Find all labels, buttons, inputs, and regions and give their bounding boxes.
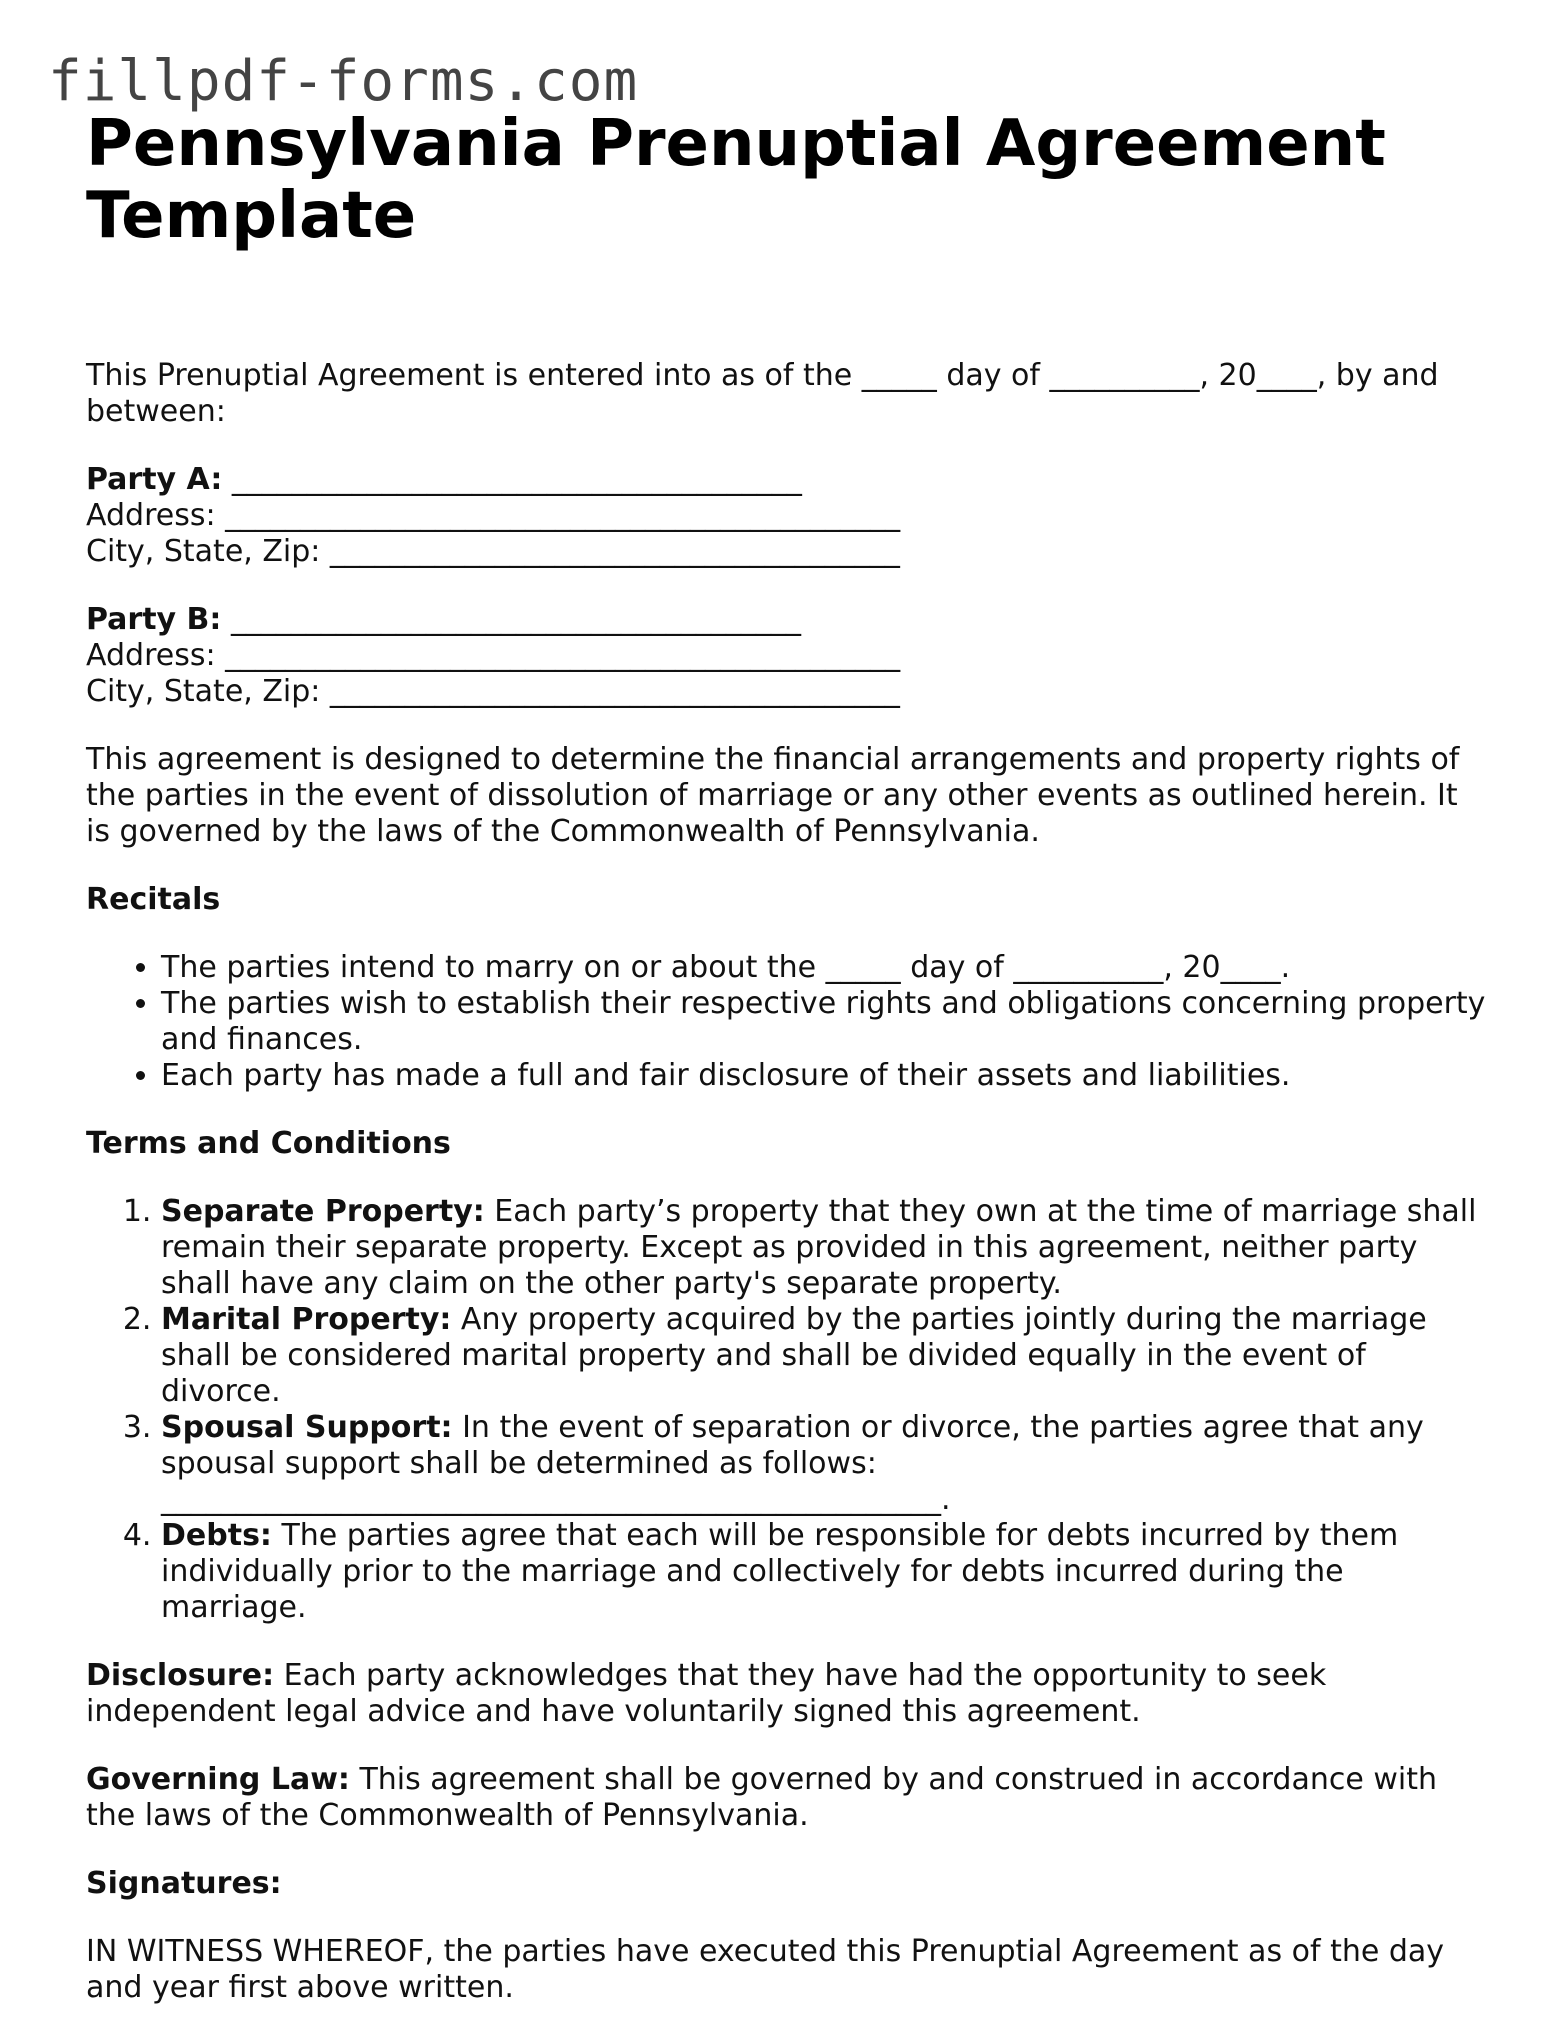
party-a-name-line [86,462,1486,498]
disclosure-text: Each party acknowledges that they have had the opportunity to seek independent legal advice and have voluntarily signed this agreement. [86,1658,1327,1729]
list-item [161,1194,1486,1302]
party-a-city-line: City, State, Zip: ______________________________________ [86,534,900,569]
purpose-paragraph: This agreement is designed to determine the financial arrangements and property rights of the parties in the event of dissolution of marriage or any other events as outlined herein. It is governed by the laws of the Commonwealth of Pennsylvania. [86,742,1460,849]
list-item [161,1302,1486,1410]
term-text: The parties agree that each will be responsible for debts incurred by them individually prior to the marriage and collectively for debts incurred during the marriage. [161,1518,1399,1625]
document-body [86,108,1486,2006]
list-item [161,1518,1486,1626]
disclosure-paragraph [86,1658,1486,1730]
party-b-address-line: Address: _____________________________________________ [86,638,901,673]
list-item: • Each party has made a full and fair disclosure of their assets and liabilities. [161,1058,1486,1094]
page-title: Pennsylvania Prenuptial Agreement Template [86,107,1386,253]
governing-law-label: Governing Law: [86,1762,350,1797]
party-b-name-line [86,602,1486,638]
party-a-name-field: ______________________________________ [222,462,802,497]
watermark: fillpdf-forms.com [48,49,639,114]
intro-paragraph: This Prenuptial Agreement is entered into as of the _____ day of __________, 20____, by and between: [86,358,1439,429]
disclosure-label: Disclosure: [86,1658,275,1693]
party-b-block [86,602,1486,710]
party-b-city-line: City, State, Zip: ______________________________________ [86,674,900,709]
term-text: In the event of separation or divorce, the parties agree that any spousal support shall be determined as follows: ____________________________________________________. [161,1410,1424,1517]
party-a-address-line: Address: _____________________________________________ [86,498,901,533]
party-a-label: Party A: [86,462,223,497]
recitals-list [86,950,1486,1094]
terms-list [86,1194,1486,1626]
term-label: Separate Property: [161,1194,485,1229]
party-a-block [86,462,1486,570]
party-b-label: Party B: [86,602,222,637]
witness-paragraph: IN WITNESS WHEREOF, the parties have executed this Prenuptial Agreement as of the day and year first above written. [86,1934,1445,2005]
list-item: • The parties wish to establish their respective rights and obligations concerning property and finances. [161,986,1486,1058]
recitals-heading: Recitals [86,882,221,917]
term-text: Each party’s property that they own at the time of marriage shall remain their separate property. Except as provided in this agreement, neither party shall have any claim on the other party's separate property. [161,1194,1477,1301]
term-label: Debts: [161,1518,272,1553]
list-item: • The parties intend to marry on or about the _____ day of __________, 20____. [161,950,1486,986]
list-item [161,1410,1486,1518]
governing-law-paragraph [86,1762,1486,1834]
party-b-name-field: ______________________________________ [221,602,801,637]
terms-heading: Terms and Conditions [86,1126,451,1161]
signatures-heading: Signatures: [86,1866,282,1901]
term-label: Marital Property: [161,1302,452,1337]
governing-law-text: This agreement shall be governed by and construed in accordance with the laws of the Commonwealth of Pennsylvania. [86,1762,1437,1833]
term-text: Any property acquired by the parties jointly during the marriage shall be considered marital property and shall be divided equally in the event of divorce. [161,1302,1427,1409]
term-label: Spousal Support: [161,1410,453,1445]
